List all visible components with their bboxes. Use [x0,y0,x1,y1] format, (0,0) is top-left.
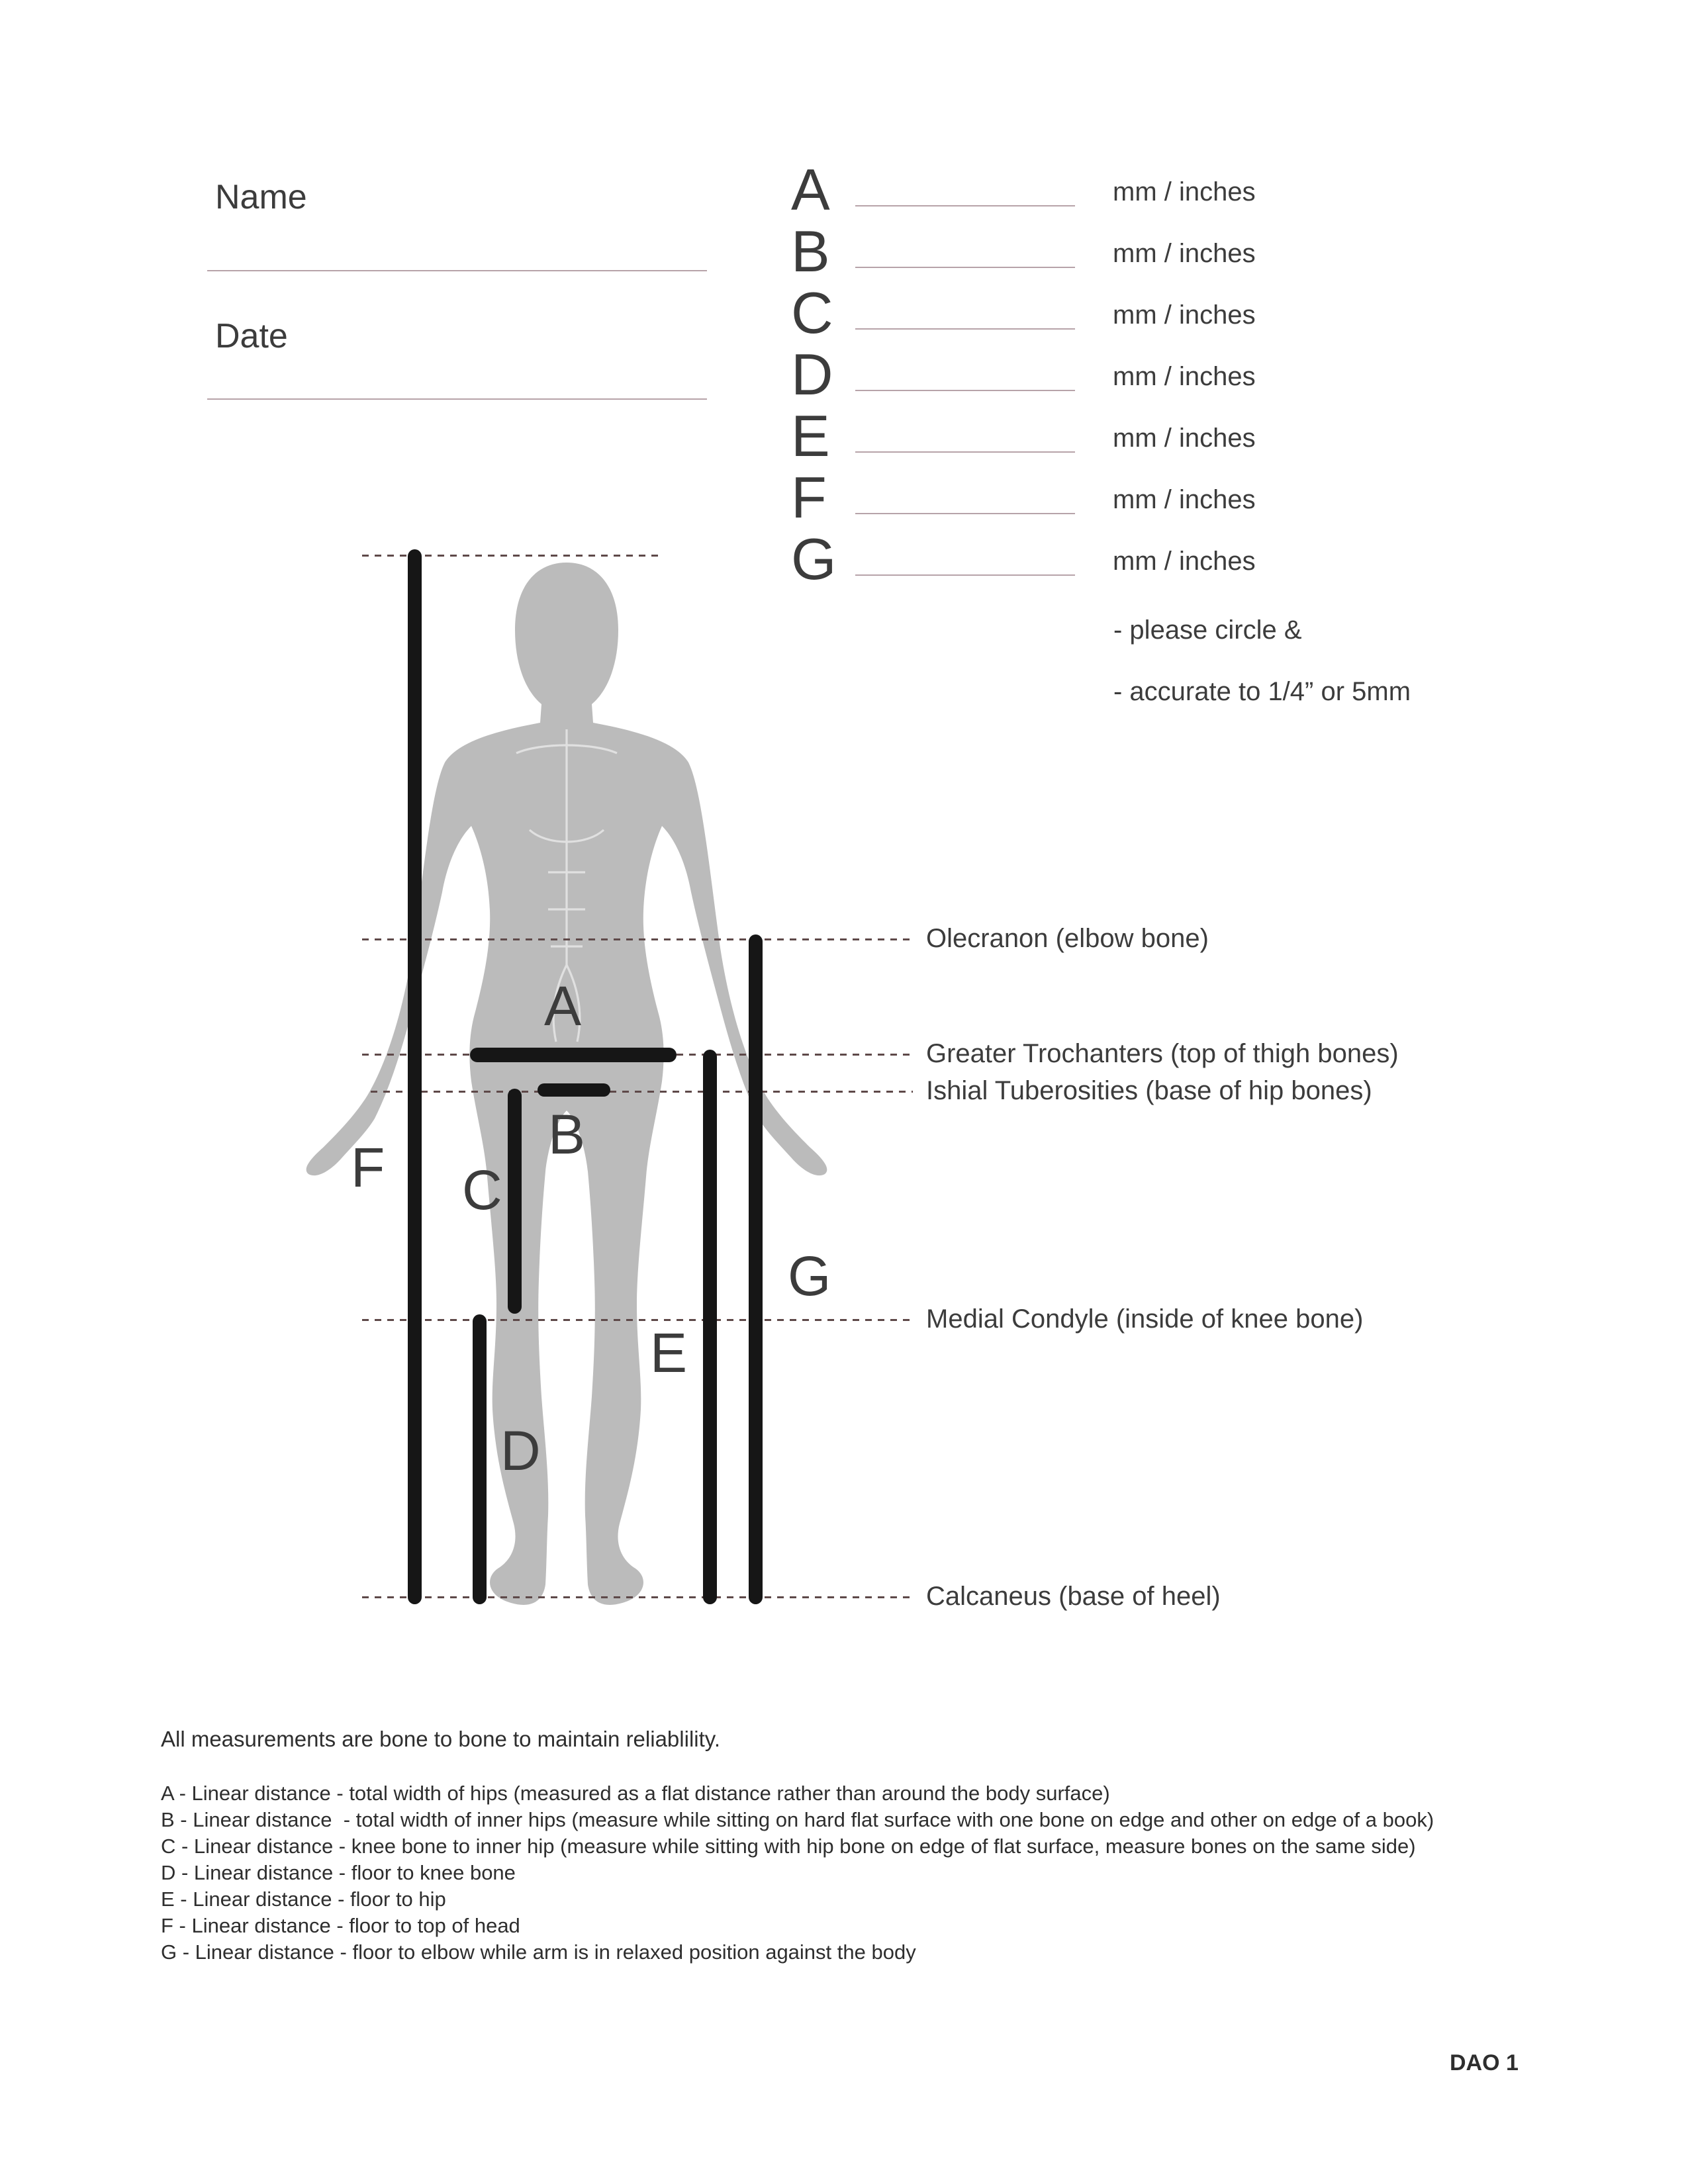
measure-bar-c [508,1089,522,1314]
measurement-row-e [791,405,1400,467]
measurement-row-g [791,528,1400,590]
measurement-row-b [791,220,1400,283]
olecranon-label: Olecranon (elbow bone) [926,924,1209,953]
bar-label-e: E [650,1322,688,1384]
measurement-fill-line [855,574,1075,576]
measurement-row-d [791,343,1400,406]
bar-label-b: B [548,1103,586,1165]
unit-label: mm / inches [1113,177,1256,206]
name-fill-line [207,270,707,271]
bar-label-f: F [351,1136,385,1199]
measurement-fill-line [855,390,1075,391]
olecranon-dashed-line [362,938,913,940]
measurement-letter: C [791,280,833,345]
bar-label-d: D [500,1420,541,1482]
legend-item-e: E - Linear distance - floor to hip [161,1888,446,1911]
legend-item-b: B - Linear distance - total width of inner hips (measure while sitting on hard flat surface with one bone on edge and other on edge of a book) [161,1808,1434,1831]
measurement-letter: E [791,403,830,469]
footer-page-id: DAO 1 [1450,2050,1519,2075]
name-label: Name [215,178,307,216]
medial-condyle-dashed-line [362,1319,913,1321]
measurement-letter: D [791,341,833,407]
unit-label: mm / inches [1113,239,1256,268]
measurement-letter: F [791,465,827,530]
bar-label-g: G [788,1245,831,1307]
unit-label: mm / inches [1113,362,1256,391]
date-label: Date [215,317,288,355]
note-accuracy: - accurate to 1/4” or 5mm [1113,677,1411,706]
measure-bar-f [408,549,422,1604]
ishial-label: Ishial Tuberosities (base of hip bones) [926,1076,1372,1105]
measurement-fill-line [855,328,1075,330]
measure-bar-g [749,934,763,1604]
measurement-fill-line [855,205,1075,206]
bar-label-a: A [544,975,582,1037]
measurement-fill-line [855,513,1075,514]
ishial-dashed-line [371,1091,913,1093]
unit-label: mm / inches [1113,485,1256,514]
medial-condyle-label: Medial Condyle (inside of knee bone) [926,1304,1364,1334]
measurement-letter: B [791,218,830,284]
legend-item-f: F - Linear distance - floor to top of head [161,1914,520,1937]
unit-label: mm / inches [1113,424,1256,453]
measurement-fill-line [855,267,1075,268]
measurement-fill-line [855,451,1075,453]
calcaneus-label: Calcaneus (base of heel) [926,1582,1221,1611]
note-please-circle: - please circle & [1113,615,1302,645]
calcaneus-dashed-line [362,1596,913,1598]
measure-bar-b [538,1083,610,1097]
measure-bar-e [703,1050,717,1604]
legend-item-a: A - Linear distance - total width of hips (measured as a flat distance rather than around the body surface) [161,1782,1110,1805]
measurement-row-c [791,282,1400,344]
measurement-row-a [791,159,1400,221]
measure-bar-d [473,1314,487,1604]
measure-bar-a [470,1048,677,1062]
unit-label: mm / inches [1113,300,1256,330]
bar-label-c: C [462,1159,502,1221]
date-fill-line [207,398,707,400]
legend-item-g: G - Linear distance - floor to elbow while arm is in relaxed position against the body [161,1940,916,1964]
legend-intro: All measurements are bone to bone to maintain reliablility. [161,1727,720,1751]
trochanter-label: Greater Trochanters (top of thigh bones) [926,1039,1399,1068]
measurement-row-f [791,467,1400,529]
measurement-letter: A [791,157,830,222]
unit-label: mm / inches [1113,547,1256,576]
legend-item-c: C - Linear distance - knee bone to inner hip (measure while sitting with hip bone on edge of flat surface, measure bones on the same side) [161,1835,1416,1858]
legend-item-d: D - Linear distance - floor to knee bone [161,1861,516,1884]
measurement-letter: G [791,526,837,592]
